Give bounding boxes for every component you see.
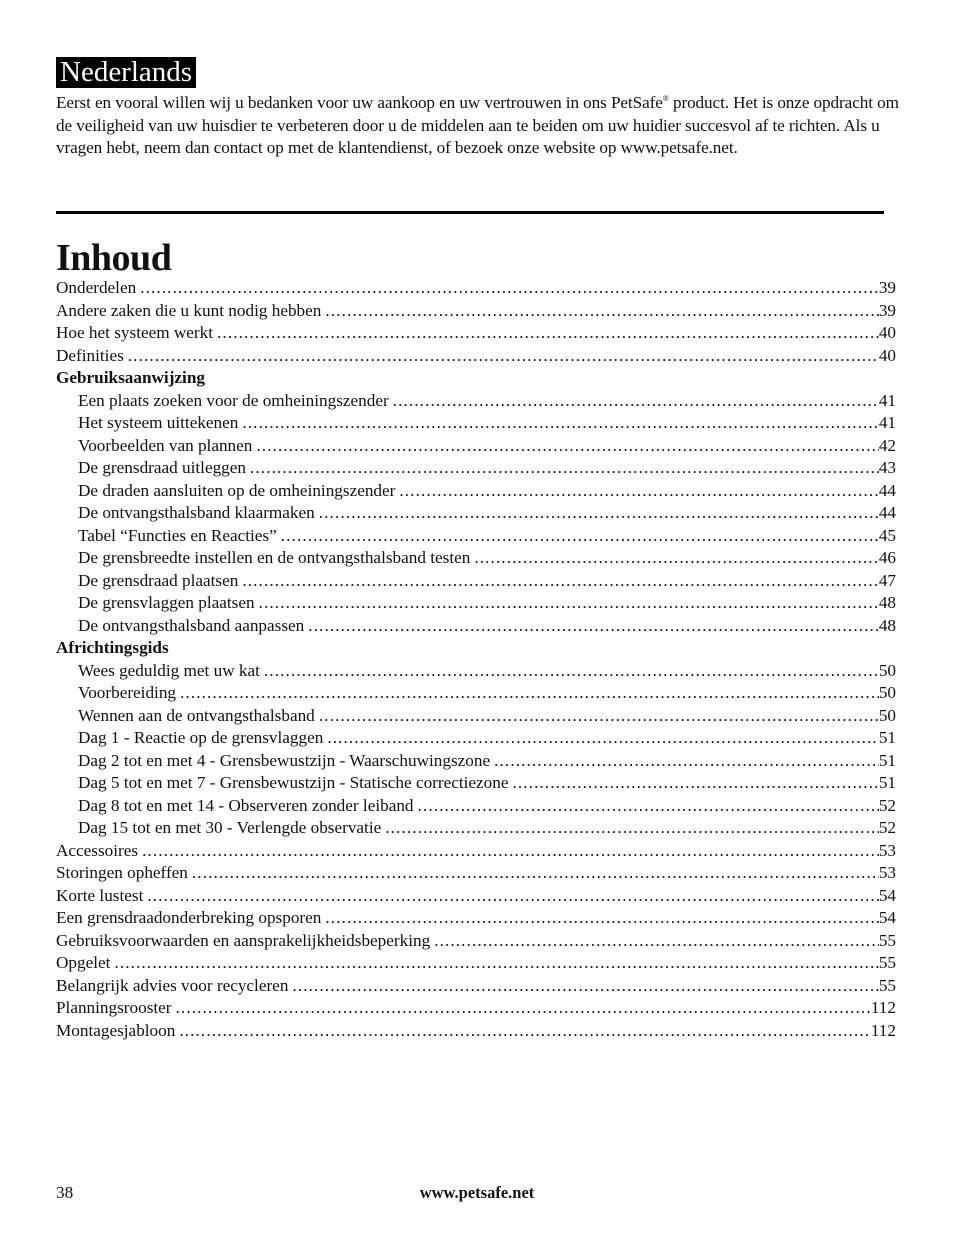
toc-entry-title: Accessoires bbox=[56, 840, 139, 860]
toc-entry[interactable] bbox=[56, 345, 896, 368]
toc-entry-page: 53 bbox=[878, 863, 896, 882]
toc-entry-title: Het systeem uittekenen bbox=[78, 413, 239, 432]
toc-entry[interactable] bbox=[56, 907, 896, 930]
toc-entry[interactable] bbox=[56, 997, 896, 1020]
toc-entry[interactable] bbox=[56, 457, 896, 480]
toc-entry[interactable] bbox=[56, 615, 896, 638]
toc-entry-title: De grensdraad plaatsen bbox=[78, 570, 239, 590]
language-heading: Nederlands bbox=[56, 57, 196, 88]
toc-section2-entries bbox=[56, 660, 896, 840]
dot-leader bbox=[325, 907, 878, 930]
toc-entry-title: Dag 5 tot en met 7 - Grensbewustzijn - Statische correctiezone bbox=[78, 773, 509, 792]
dot-leader bbox=[434, 930, 879, 953]
toc-section-heading: Africhtingsgids bbox=[56, 638, 169, 657]
toc-entry[interactable] bbox=[56, 952, 896, 975]
dot-leader bbox=[114, 952, 878, 975]
toc-entry[interactable] bbox=[56, 975, 896, 998]
horizontal-divider bbox=[56, 211, 884, 214]
toc-entry-title: Belangrijk advies voor recycleren bbox=[56, 975, 289, 995]
toc-entry-title: Dag 1 - Reactie op de grensvlaggen bbox=[78, 728, 324, 747]
dot-leader bbox=[292, 975, 878, 998]
toc-entry-title: Dag 15 tot en met 30 - Verlengde observatie bbox=[78, 818, 382, 837]
table-of-contents bbox=[56, 277, 896, 1042]
registered-mark: ® bbox=[662, 94, 669, 103]
toc-entry-page: 45 bbox=[878, 525, 896, 545]
dot-leader bbox=[128, 345, 879, 368]
toc-entry-title: De grensbreedte instellen en de ontvangsthalsband testen bbox=[78, 548, 471, 567]
toc-entry-title: Hoe het systeem werkt bbox=[56, 323, 214, 342]
toc-entry-page: 40 bbox=[878, 345, 896, 365]
toc-entry-page: 112 bbox=[870, 998, 896, 1017]
toc-entry-title: De draden aansluiten op de omheiningszender bbox=[78, 480, 396, 500]
toc-entry-title: Onderdelen bbox=[56, 278, 137, 297]
dot-leader bbox=[140, 277, 879, 300]
intro-text-end: product. Het is onze opdracht om de veiligheid van uw huisdier te verbeteren door u de middelen aan te beiden om uw huidier succesvol af te richten. Als u vragen hebt, neem dan contact op met de klantendienst, of bezoek onze website op www.petsafe.net. bbox=[56, 93, 899, 157]
toc-section1-entries bbox=[56, 390, 896, 638]
dot-leader bbox=[327, 727, 879, 750]
toc-entry[interactable] bbox=[56, 795, 896, 818]
toc-title: Inhoud bbox=[56, 237, 172, 279]
toc-entry-page: 41 bbox=[878, 413, 896, 432]
toc-entry-title: De ontvangsthalsband aanpassen bbox=[78, 615, 305, 635]
dot-leader bbox=[494, 750, 879, 773]
toc-entry-title: Een plaats zoeken voor de omheiningszender bbox=[78, 390, 389, 410]
toc-entry-page: 55 bbox=[878, 930, 896, 950]
toc-entry-page: 44 bbox=[878, 503, 896, 522]
toc-entry-page: 50 bbox=[878, 705, 896, 725]
toc-entry-page: 50 bbox=[878, 660, 896, 680]
footer-website: www.petsafe.net bbox=[419, 1183, 535, 1202]
dot-leader bbox=[242, 412, 878, 435]
toc-entry-title: Wennen aan de ontvangsthalsband bbox=[78, 705, 315, 725]
toc-entry[interactable] bbox=[56, 1020, 896, 1043]
toc-entry-page: 42 bbox=[878, 435, 896, 455]
toc-entry[interactable] bbox=[56, 772, 896, 795]
toc-entry-title: De ontvangsthalsband klaarmaken bbox=[78, 503, 315, 522]
toc-entry-title: Gebruiksvoorwaarden en aansprakelijkheidsbeperking bbox=[56, 930, 431, 950]
toc-entry[interactable] bbox=[56, 525, 896, 548]
toc-entry-page: 43 bbox=[878, 458, 896, 477]
dot-leader bbox=[319, 502, 879, 525]
toc-entry-page: 55 bbox=[878, 953, 896, 972]
dot-leader bbox=[325, 300, 878, 323]
toc-entry-title: Storingen opheffen bbox=[56, 863, 188, 882]
toc-entry[interactable] bbox=[56, 435, 896, 458]
toc-entry-title: Een grensdraadonderbreking opsporen bbox=[56, 908, 322, 927]
dot-leader bbox=[308, 615, 879, 638]
dot-leader bbox=[142, 840, 879, 863]
toc-entry-page: 48 bbox=[878, 593, 896, 612]
toc-entry[interactable] bbox=[56, 750, 896, 773]
toc-entry-title: De grensvlaggen plaatsen bbox=[78, 593, 255, 612]
toc-bottom-entries bbox=[56, 840, 896, 1043]
toc-entry[interactable] bbox=[56, 862, 896, 885]
toc-entry[interactable] bbox=[56, 277, 896, 300]
toc-entry[interactable] bbox=[56, 930, 896, 953]
toc-entry-page: 51 bbox=[878, 773, 896, 792]
toc-entry-title: Voorbereiding bbox=[78, 683, 177, 702]
toc-entry-page: 53 bbox=[878, 840, 896, 860]
intro-text-start: Eerst en vooral willen wij u bedanken voor uw aankoop en uw vertrouwen in ons PetSafe bbox=[56, 93, 663, 112]
dot-leader bbox=[256, 435, 878, 458]
dot-leader bbox=[192, 862, 879, 885]
dot-leader bbox=[176, 997, 871, 1020]
toc-entry-page: 54 bbox=[878, 885, 896, 905]
toc-entry-title: De grensdraad uitleggen bbox=[78, 458, 246, 477]
dot-leader bbox=[180, 682, 879, 705]
dot-leader bbox=[319, 705, 879, 728]
toc-entry[interactable] bbox=[56, 390, 896, 413]
dot-leader bbox=[399, 480, 878, 503]
toc-entry-page: 52 bbox=[878, 818, 896, 837]
toc-entry[interactable] bbox=[56, 547, 896, 570]
toc-entry[interactable] bbox=[56, 322, 896, 345]
dot-leader bbox=[474, 547, 878, 570]
toc-entry-page: 44 bbox=[878, 480, 896, 500]
toc-entry-title: Montagesjabloon bbox=[56, 1020, 176, 1040]
toc-entry[interactable] bbox=[56, 817, 896, 840]
page-number: 38 bbox=[56, 1183, 74, 1202]
toc-entry[interactable] bbox=[56, 840, 896, 863]
toc-entry-title: Definities bbox=[56, 345, 124, 365]
dot-leader bbox=[259, 592, 879, 615]
toc-entry-page: 52 bbox=[878, 795, 896, 815]
toc-entry-page: 40 bbox=[878, 323, 896, 342]
toc-section-heading: Gebruiksaanwijzing bbox=[56, 368, 205, 387]
toc-entry-title: Dag 2 tot en met 4 - Grensbewustzijn - Waarschuwingszone bbox=[78, 750, 491, 770]
toc-entry-page: 55 bbox=[878, 975, 896, 995]
toc-entry-title: Tabel “Functies en Reacties” bbox=[78, 525, 277, 545]
toc-entry-title: Andere zaken die u kunt nodig hebben bbox=[56, 300, 322, 320]
toc-entry-page: 51 bbox=[878, 750, 896, 770]
toc-entry[interactable] bbox=[56, 412, 896, 435]
toc-entry-page: 39 bbox=[878, 278, 896, 297]
toc-entry-page: 50 bbox=[878, 683, 896, 702]
toc-entry-page: 47 bbox=[878, 570, 896, 590]
toc-entry-title: Korte lustest bbox=[56, 885, 144, 905]
toc-entry-title: Planningsrooster bbox=[56, 998, 172, 1017]
toc-entry[interactable] bbox=[56, 502, 896, 525]
toc-entry-page: 41 bbox=[878, 390, 896, 410]
dot-leader bbox=[217, 322, 879, 345]
toc-entry[interactable] bbox=[56, 885, 896, 908]
toc-entry[interactable] bbox=[56, 705, 896, 728]
toc-entry-page: 112 bbox=[870, 1020, 896, 1040]
dot-leader bbox=[281, 525, 879, 548]
toc-entry-page: 39 bbox=[878, 300, 896, 320]
dot-leader bbox=[418, 795, 879, 818]
toc-entry-page: 46 bbox=[878, 548, 896, 567]
dot-leader bbox=[147, 885, 878, 908]
toc-top-entries bbox=[56, 277, 896, 367]
intro-paragraph bbox=[56, 92, 900, 160]
toc-entry[interactable] bbox=[56, 727, 896, 750]
toc-entry[interactable] bbox=[56, 480, 896, 503]
toc-entry-title: Voorbeelden van plannen bbox=[78, 435, 253, 455]
dot-leader bbox=[179, 1020, 871, 1043]
dot-leader bbox=[250, 457, 879, 480]
toc-entry-title: Wees geduldig met uw kat bbox=[78, 660, 260, 680]
toc-entry[interactable] bbox=[56, 592, 896, 615]
toc-entry[interactable] bbox=[56, 570, 896, 593]
toc-entry-title: Dag 8 tot en met 14 - Observeren zonder leiband bbox=[78, 795, 414, 815]
toc-entry-page: 54 bbox=[878, 908, 896, 927]
toc-entry-page: 51 bbox=[878, 728, 896, 747]
dot-leader bbox=[385, 817, 879, 840]
toc-entry[interactable] bbox=[56, 682, 896, 705]
dot-leader bbox=[513, 772, 879, 795]
dot-leader bbox=[393, 390, 879, 413]
toc-entry-page: 48 bbox=[878, 615, 896, 635]
toc-entry-title: Opgelet bbox=[56, 953, 111, 972]
toc-entry[interactable] bbox=[56, 300, 896, 323]
dot-leader bbox=[242, 570, 878, 593]
toc-entry[interactable] bbox=[56, 660, 896, 683]
dot-leader bbox=[264, 660, 879, 683]
